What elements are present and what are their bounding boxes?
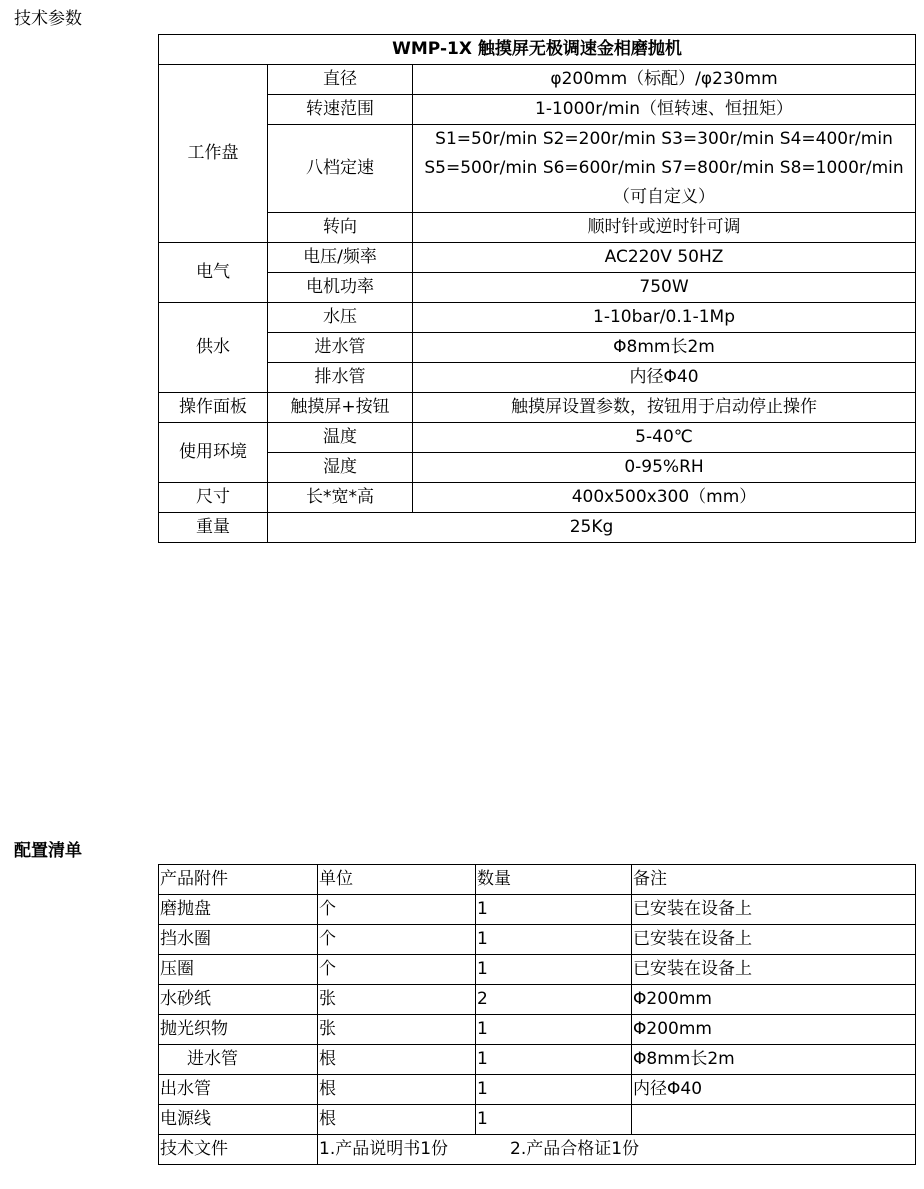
table-row [159, 423, 916, 453]
table-row [159, 985, 916, 1015]
config-header-row [159, 865, 916, 895]
config-cell: 水砂纸 [159, 985, 318, 1015]
spec-label: 触摸屏+按钮 [268, 393, 413, 423]
config-cell: 根 [318, 1105, 476, 1135]
config-cell: Φ200mm [632, 985, 916, 1015]
config-docs-cell [318, 1135, 916, 1165]
table-row [159, 1015, 916, 1045]
table-row [159, 213, 916, 243]
table-row [159, 925, 916, 955]
table-row [159, 1075, 916, 1105]
table-row [159, 125, 916, 213]
spec-value: 400x500x300（mm） [413, 483, 916, 513]
table-row [159, 513, 916, 543]
config-cell: Φ8mm长2m [632, 1045, 916, 1075]
spec-title-row [159, 35, 916, 65]
table-row [159, 393, 916, 423]
config-header: 数量 [476, 865, 632, 895]
spec-value: 1-1000r/min（恒转速、恒扭矩） [413, 95, 916, 125]
spec-value: 触摸屏设置参数，按钮用于启动停止操作 [413, 393, 916, 423]
config-cell: 1 [476, 1015, 632, 1045]
config-cell: 张 [318, 1015, 476, 1045]
spec-value-speeds [413, 125, 916, 213]
spec-label: 进水管 [268, 333, 413, 363]
speed-line: S5=500r/min S6=600r/min S7=800r/min S8=1000r/min [424, 158, 904, 178]
spec-label: 排水管 [268, 363, 413, 393]
spec-label: 水压 [268, 303, 413, 333]
table-row [159, 95, 916, 125]
config-cell: 个 [318, 895, 476, 925]
config-cell: 1 [476, 1045, 632, 1075]
spec-label: 长*宽*高 [268, 483, 413, 513]
config-cell: 1 [476, 955, 632, 985]
table-row [159, 955, 916, 985]
config-cell: 磨抛盘 [159, 895, 318, 925]
group-electric: 电气 [159, 243, 268, 303]
table-row [159, 453, 916, 483]
spec-value-weight: 25Kg [268, 513, 916, 543]
config-cell: 2 [476, 985, 632, 1015]
config-cell: 张 [318, 985, 476, 1015]
spec-value: 1-10bar/0.1-1Mp [413, 303, 916, 333]
spec-value: 0-95%RH [413, 453, 916, 483]
spec-table [158, 34, 916, 543]
spec-label: 电压/频率 [268, 243, 413, 273]
spec-value: 750W [413, 273, 916, 303]
config-cell: Φ200mm [632, 1015, 916, 1045]
config-table [158, 864, 916, 1165]
table-row [159, 333, 916, 363]
spec-heading: 技术参数 [14, 9, 82, 29]
config-cell: 个 [318, 955, 476, 985]
spec-value: 顺时针或逆时针可调 [413, 213, 916, 243]
config-cell: 抛光织物 [159, 1015, 318, 1045]
spec-label: 直径 [268, 65, 413, 95]
table-row [159, 1105, 916, 1135]
spec-label: 湿度 [268, 453, 413, 483]
spec-value: 5-40℃ [413, 423, 916, 453]
config-cell: 挡水圈 [159, 925, 318, 955]
config-heading: 配置清单 [14, 841, 82, 861]
config-cell: 根 [318, 1075, 476, 1105]
config-cell: 根 [318, 1045, 476, 1075]
config-cell: 个 [318, 925, 476, 955]
docs-item: 2.产品合格证1份 [510, 1139, 640, 1159]
docs-item: 1.产品说明书1份 [319, 1139, 449, 1159]
config-header: 单位 [318, 865, 476, 895]
config-cell: 进水管 [159, 1045, 318, 1075]
table-row [159, 895, 916, 925]
group-size: 尺寸 [159, 483, 268, 513]
spec-value: Φ8mm长2m [413, 333, 916, 363]
group-work-disc: 工作盘 [159, 65, 268, 243]
spec-value: 内径Φ40 [413, 363, 916, 393]
config-cell: 内径Φ40 [632, 1075, 916, 1105]
spec-value: AC220V 50HZ [413, 243, 916, 273]
config-cell: 压圈 [159, 955, 318, 985]
config-cell: 已安装在设备上 [632, 925, 916, 955]
group-panel: 操作面板 [159, 393, 268, 423]
table-row [159, 363, 916, 393]
config-cell: 1 [476, 1075, 632, 1105]
spec-label: 转速范围 [268, 95, 413, 125]
table-row [159, 303, 916, 333]
config-header: 备注 [632, 865, 916, 895]
table-row [159, 243, 916, 273]
config-cell: 电源线 [159, 1105, 318, 1135]
config-header: 产品附件 [159, 865, 318, 895]
config-cell: 出水管 [159, 1075, 318, 1105]
table-row [159, 65, 916, 95]
group-env: 使用环境 [159, 423, 268, 483]
spec-label: 八档定速 [268, 125, 413, 213]
spec-title: WMP-1X 触摸屏无极调速金相磨抛机 [159, 35, 916, 65]
config-cell: 1 [476, 1105, 632, 1135]
config-cell: 1 [476, 895, 632, 925]
config-cell [632, 1105, 916, 1135]
spec-value: φ200mm（标配）/φ230mm [413, 65, 916, 95]
speed-line: S1=50r/min S2=200r/min S3=300r/min S4=400r/min [435, 129, 893, 149]
table-row [159, 273, 916, 303]
config-cell: 已安装在设备上 [632, 895, 916, 925]
spec-label: 温度 [268, 423, 413, 453]
group-weight: 重量 [159, 513, 268, 543]
spec-label: 电机功率 [268, 273, 413, 303]
config-cell: 技术文件 [159, 1135, 318, 1165]
table-row [159, 1135, 916, 1165]
group-water: 供水 [159, 303, 268, 393]
table-row [159, 1045, 916, 1075]
speed-note: （可自定义） [613, 187, 716, 207]
config-cell: 已安装在设备上 [632, 955, 916, 985]
spec-label: 转向 [268, 213, 413, 243]
table-row [159, 483, 916, 513]
config-cell: 1 [476, 925, 632, 955]
